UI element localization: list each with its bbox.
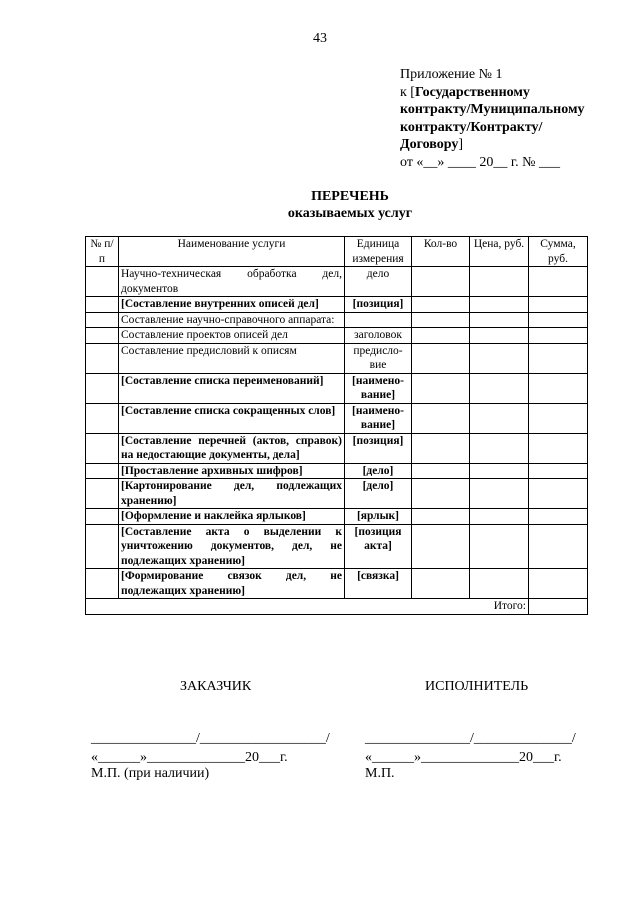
header-name: Наименование услуги — [119, 237, 345, 267]
row-price — [470, 433, 529, 463]
row-num — [86, 312, 119, 328]
page-number: 43 — [313, 31, 327, 46]
total-row — [86, 599, 588, 615]
row-price — [470, 479, 529, 509]
row-name: [Составление списка сокращенных слов] — [119, 403, 345, 433]
row-num — [86, 524, 119, 569]
table-row — [86, 267, 588, 297]
row-unit: [позиция] — [345, 297, 412, 313]
appendix-line-6: от «__» ____ 20__ г. № ___ — [400, 154, 560, 170]
table-row — [86, 433, 588, 463]
row-name: [Составление перечней (актов, справок) на недостающие документы, дела] — [119, 433, 345, 463]
row-sum — [529, 267, 588, 297]
row-num — [86, 267, 119, 297]
row-sum — [529, 403, 588, 433]
row-unit: [позиция акта] — [345, 524, 412, 569]
services-table — [85, 236, 588, 615]
appendix-block — [400, 66, 620, 171]
row-unit: [связка] — [345, 569, 412, 599]
row-qty — [412, 433, 470, 463]
appendix-line-1: Приложение № 1 — [400, 67, 503, 82]
row-name: Научно-техническая обработка дел, документов — [119, 267, 345, 297]
row-name: [Формирование связок дел, не подлежащих хранению] — [119, 569, 345, 599]
contractor-date-line: «______»______________20___г. — [365, 750, 562, 765]
row-num — [86, 403, 119, 433]
customer-date-line: «______»______________20___г. — [91, 750, 288, 765]
appendix-line-2-bold: Государственному — [414, 84, 530, 100]
row-num — [86, 479, 119, 509]
row-unit: [наимено-вание] — [345, 373, 412, 403]
header-qty: Кол-во — [412, 237, 470, 267]
appendix-line-5-suffix: ] — [458, 137, 464, 152]
appendix-line-4: контракту/Контракту/ — [400, 119, 543, 135]
row-unit: заголовок — [345, 328, 412, 344]
row-name: Составление предисловий к описям — [119, 343, 345, 373]
contractor-signature-line: _______________/______________/ — [365, 731, 576, 746]
row-sum — [529, 524, 588, 569]
row-price — [470, 343, 529, 373]
appendix-line-5-bold: Договору — [400, 137, 459, 152]
row-name: [Проставление архивных шифров] — [119, 463, 345, 479]
row-name: Составление научно-справочного аппарата: — [119, 312, 345, 328]
contractor-role: ИСПОЛНИТЕЛЬ — [425, 679, 529, 694]
row-unit: [наимено-вание] — [345, 403, 412, 433]
row-num — [86, 297, 119, 313]
row-qty — [412, 524, 470, 569]
row-price — [470, 463, 529, 479]
row-sum — [529, 297, 588, 313]
table-row — [86, 312, 588, 328]
row-num — [86, 343, 119, 373]
row-name: [Составление списка переименований] — [119, 373, 345, 403]
row-price — [470, 509, 529, 525]
row-sum — [529, 463, 588, 479]
row-qty — [412, 403, 470, 433]
appendix-line-2 — [400, 84, 620, 102]
table-row — [86, 328, 588, 344]
row-price — [470, 328, 529, 344]
row-unit: [позиция] — [345, 433, 412, 463]
row-qty — [412, 569, 470, 599]
row-sum — [529, 569, 588, 599]
header-unit: Единица измерения — [345, 237, 412, 267]
customer-signature-line: _______________/__________________/ — [91, 731, 330, 746]
table-row — [86, 524, 588, 569]
total-value — [529, 599, 588, 615]
row-sum — [529, 312, 588, 328]
row-name: [Составление внутренних описей дел] — [119, 297, 345, 313]
row-qty — [412, 463, 470, 479]
row-price — [470, 297, 529, 313]
contractor-stamp: М.П. — [365, 766, 395, 781]
header-num: № п/п — [86, 237, 119, 267]
row-price — [470, 403, 529, 433]
row-price — [470, 569, 529, 599]
row-qty — [412, 343, 470, 373]
row-sum — [529, 509, 588, 525]
appendix-line-2-prefix: к [ — [400, 84, 415, 100]
row-qty — [412, 312, 470, 328]
row-num — [86, 433, 119, 463]
row-unit: [дело] — [345, 479, 412, 509]
row-price — [470, 312, 529, 328]
row-name: [Составление акта о выделении к уничтожению документов, дел, не подлежащих хранению] — [119, 524, 345, 569]
table-row — [86, 463, 588, 479]
table-row — [86, 297, 588, 313]
row-qty — [412, 267, 470, 297]
row-num — [86, 328, 119, 344]
row-qty — [412, 509, 470, 525]
table-row — [86, 373, 588, 403]
row-unit — [345, 312, 412, 328]
table-row — [86, 479, 588, 509]
row-qty — [412, 297, 470, 313]
header-price: Цена, руб. — [470, 237, 529, 267]
row-num — [86, 509, 119, 525]
row-unit: [дело] — [345, 463, 412, 479]
header-sum: Сумма, руб. — [529, 237, 588, 267]
row-sum — [529, 373, 588, 403]
row-price — [470, 373, 529, 403]
row-price — [470, 524, 529, 569]
appendix-line-3: контракту/Муниципальному — [400, 102, 585, 117]
row-qty — [412, 479, 470, 509]
document-title — [0, 188, 640, 222]
title-line-2: оказываемых услуг — [287, 206, 413, 221]
row-num — [86, 463, 119, 479]
row-sum — [529, 433, 588, 463]
table-header-row — [86, 237, 588, 267]
customer-role: ЗАКАЗЧИК — [180, 679, 252, 694]
row-name: [Оформление и наклейка ярлыков] — [119, 509, 345, 525]
row-sum — [529, 328, 588, 344]
row-unit: дело — [345, 267, 412, 297]
row-qty — [412, 373, 470, 403]
customer-stamp: М.П. (при наличии) — [91, 766, 210, 781]
row-price — [470, 267, 529, 297]
table-row — [86, 343, 588, 373]
row-sum — [529, 343, 588, 373]
table-row — [86, 403, 588, 433]
row-name: Составление проектов описей дел — [119, 328, 345, 344]
row-qty — [412, 328, 470, 344]
row-num — [86, 373, 119, 403]
row-sum — [529, 479, 588, 509]
row-unit: предисло-вие — [345, 343, 412, 373]
table-row — [86, 569, 588, 599]
total-label: Итого: — [86, 599, 529, 615]
appendix-line-5 — [400, 136, 620, 154]
title-line-1: ПЕРЕЧЕНЬ — [311, 189, 389, 204]
table-row — [86, 509, 588, 525]
row-name: [Картонирование дел, подлежащих хранению] — [119, 479, 345, 509]
row-unit: [ярлык] — [345, 509, 412, 525]
row-num — [86, 569, 119, 599]
